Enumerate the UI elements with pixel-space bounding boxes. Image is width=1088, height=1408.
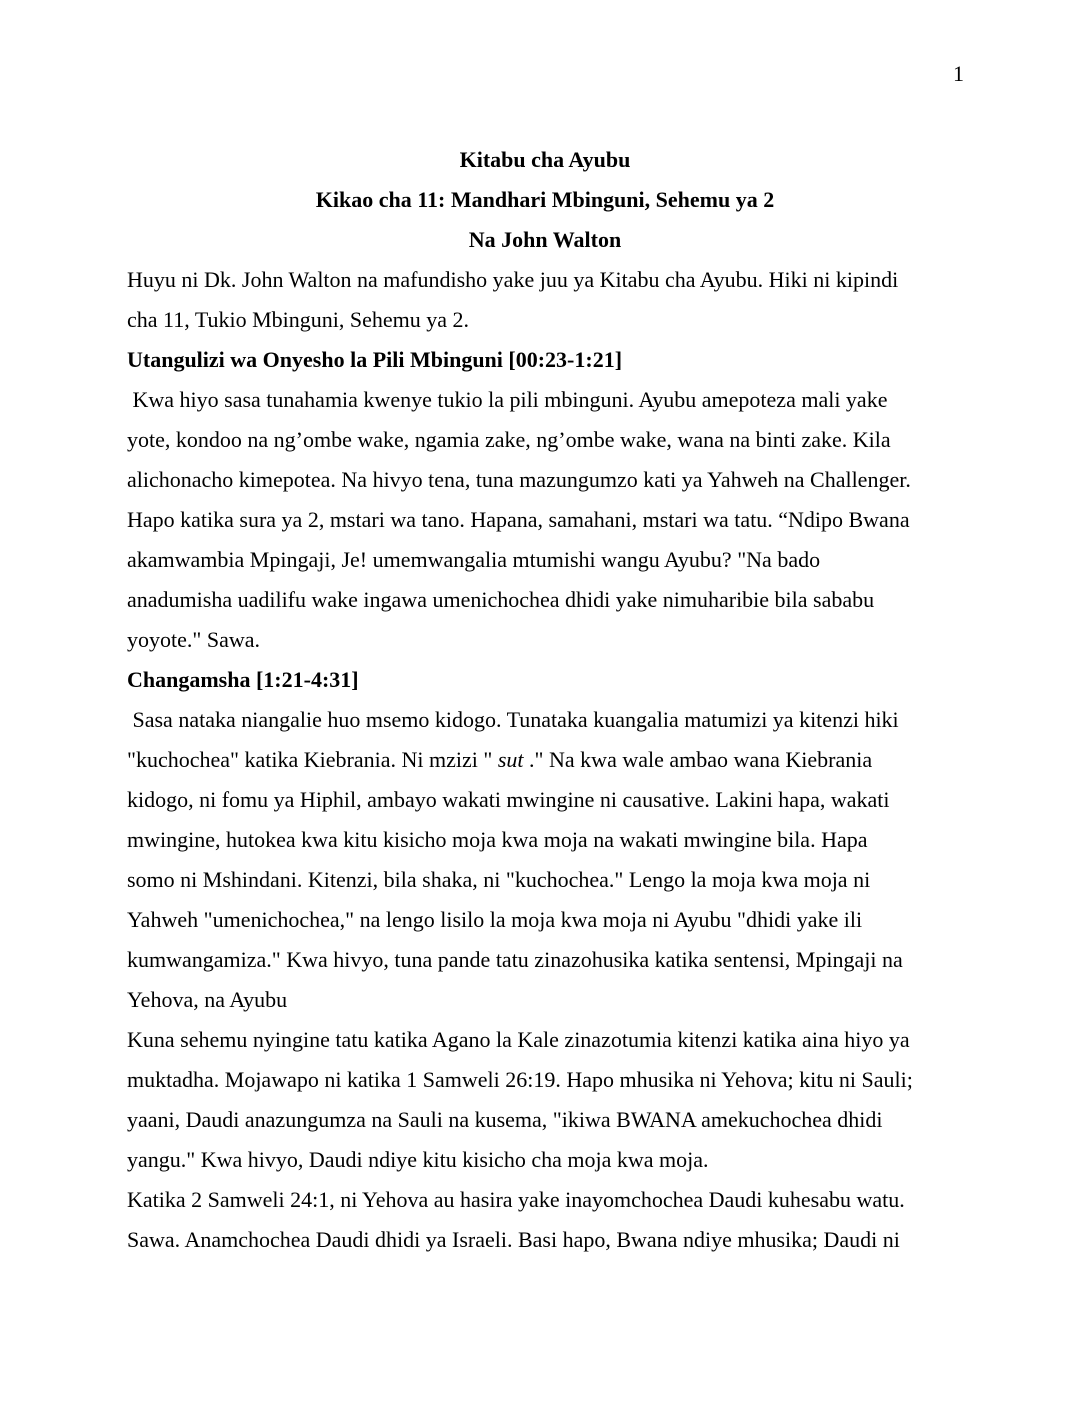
body-text-line	[127, 1100, 963, 1140]
text-segment: Yahweh "umenichochea," na lengo lisilo la moja kwa moja ni Ayubu "dhidi yake ili	[127, 907, 863, 932]
text-segment: Kwa hiyo sasa tunahamia kwenye tukio la pili mbinguni. Ayubu amepoteza mali yake	[127, 387, 888, 412]
text-segment: "kuchochea" katika Kiebrania. Ni mzizi "	[127, 747, 498, 772]
body-text-line	[127, 820, 963, 860]
text-segment: akamwambia Mpingaji, Je! umemwangalia mtumishi wangu Ayubu? "Na bado	[127, 547, 821, 572]
body-text-line	[127, 620, 963, 660]
text-segment: Hapo katika sura ya 2, mstari wa tano. Hapana, samahani, mstari wa tatu. “Ndipo Bwana	[127, 507, 910, 532]
text-segment: Yehova, na Ayubu	[127, 987, 288, 1012]
text-segment: Sawa. Anamchochea Daudi dhidi ya Israeli. Basi hapo, Bwana ndiye mhusika; Daudi ni	[127, 1227, 900, 1252]
body-text-line	[127, 1220, 963, 1260]
text-segment: mwingine, hutokea kwa kitu kisicho moja kwa moja na wakati mwingine bila. Hapa	[127, 827, 868, 852]
text-segment: yoyote." Sawa.	[127, 627, 261, 652]
body-text-line	[127, 900, 963, 940]
text-segment: alichonacho kimepotea. Na hivyo tena, tuna mazungumzo kati ya Yahweh na Challenger.	[127, 467, 911, 492]
section-heading	[127, 660, 963, 700]
body-text-line	[127, 1180, 963, 1220]
italic-term: sut	[497, 747, 524, 772]
body-text-line	[127, 1140, 963, 1180]
document-body	[127, 260, 963, 1260]
document-title: Kitabu cha Ayubu	[459, 147, 631, 172]
body-text-line	[127, 420, 963, 460]
body-text-line	[127, 740, 963, 780]
body-text-line	[127, 980, 963, 1020]
page-number: 1	[953, 61, 964, 86]
body-text-line	[127, 1020, 963, 1060]
body-text-line	[127, 860, 963, 900]
text-segment: Sasa nataka niangalie huo msemo kidogo. Tunataka kuangalia matumizi ya kitenzi hiki	[127, 707, 899, 732]
body-text-line	[127, 380, 963, 420]
text-segment: kidogo, ni fomu ya Hiphil, ambayo wakati mwingine ni causative. Lakini hapa, wakati	[127, 787, 890, 812]
text-segment: cha 11, Tukio Mbinguni, Sehemu ya 2.	[127, 307, 470, 332]
text-segment: anadumisha uadilifu wake ingawa umenichochea dhidi yake nimuharibie bila sababu	[127, 587, 875, 612]
text-segment: yote, kondoo na ng’ombe wake, ngamia zake, ng’ombe wake, wana na binti zake. Kila	[127, 427, 891, 452]
body-text-line	[127, 540, 963, 580]
text-segment: Huyu ni Dk. John Walton na mafundisho yake juu ya Kitabu cha Ayubu. Hiki ni kipindi	[127, 267, 899, 292]
document-content	[127, 140, 963, 1260]
document-subtitle: Kikao cha 11: Mandhari Mbinguni, Sehemu ya 2	[315, 187, 775, 212]
text-segment: Changamsha [1:21-4:31]	[127, 667, 359, 692]
document-byline: Na John Walton	[468, 227, 622, 252]
body-text-line	[127, 300, 963, 340]
text-segment: Katika 2 Samweli 24:1, ni Yehova au hasira yake inayomchochea Daudi kuhesabu watu.	[127, 1187, 905, 1212]
text-segment: somo ni Mshindani. Kitenzi, bila shaka, ni "kuchochea." Lengo la moja kwa moja ni	[127, 867, 871, 892]
text-segment: muktadha. Mojawapo ni katika 1 Samweli 26:19. Hapo mhusika ni Yehova; kitu ni Sauli;	[127, 1067, 913, 1092]
body-text-line	[127, 460, 963, 500]
body-text-line	[127, 700, 963, 740]
body-text-line	[127, 580, 963, 620]
text-segment: Utangulizi wa Onyesho la Pili Mbinguni [00:23-1:21]	[127, 347, 623, 372]
body-text-line	[127, 940, 963, 980]
body-text-line	[127, 260, 963, 300]
title-block	[127, 140, 963, 260]
body-text-line	[127, 780, 963, 820]
body-text-line	[127, 500, 963, 540]
section-heading	[127, 340, 963, 380]
text-segment: ." Na kwa wale ambao wana Kiebrania	[523, 747, 873, 772]
text-segment: Kuna sehemu nyingine tatu katika Agano la Kale zinazotumia kitenzi katika aina hiyo ya	[127, 1027, 910, 1052]
text-segment: yaani, Daudi anazungumza na Sauli na kusema, "ikiwa BWANA amekuchochea dhidi	[127, 1107, 883, 1132]
text-segment: kumwangamiza." Kwa hivyo, tuna pande tatu zinazohusika katika sentensi, Mpingaji na	[127, 947, 903, 972]
body-text-line	[127, 1060, 963, 1100]
text-segment: yangu." Kwa hivyo, Daudi ndiye kitu kisicho cha moja kwa moja.	[127, 1147, 709, 1172]
